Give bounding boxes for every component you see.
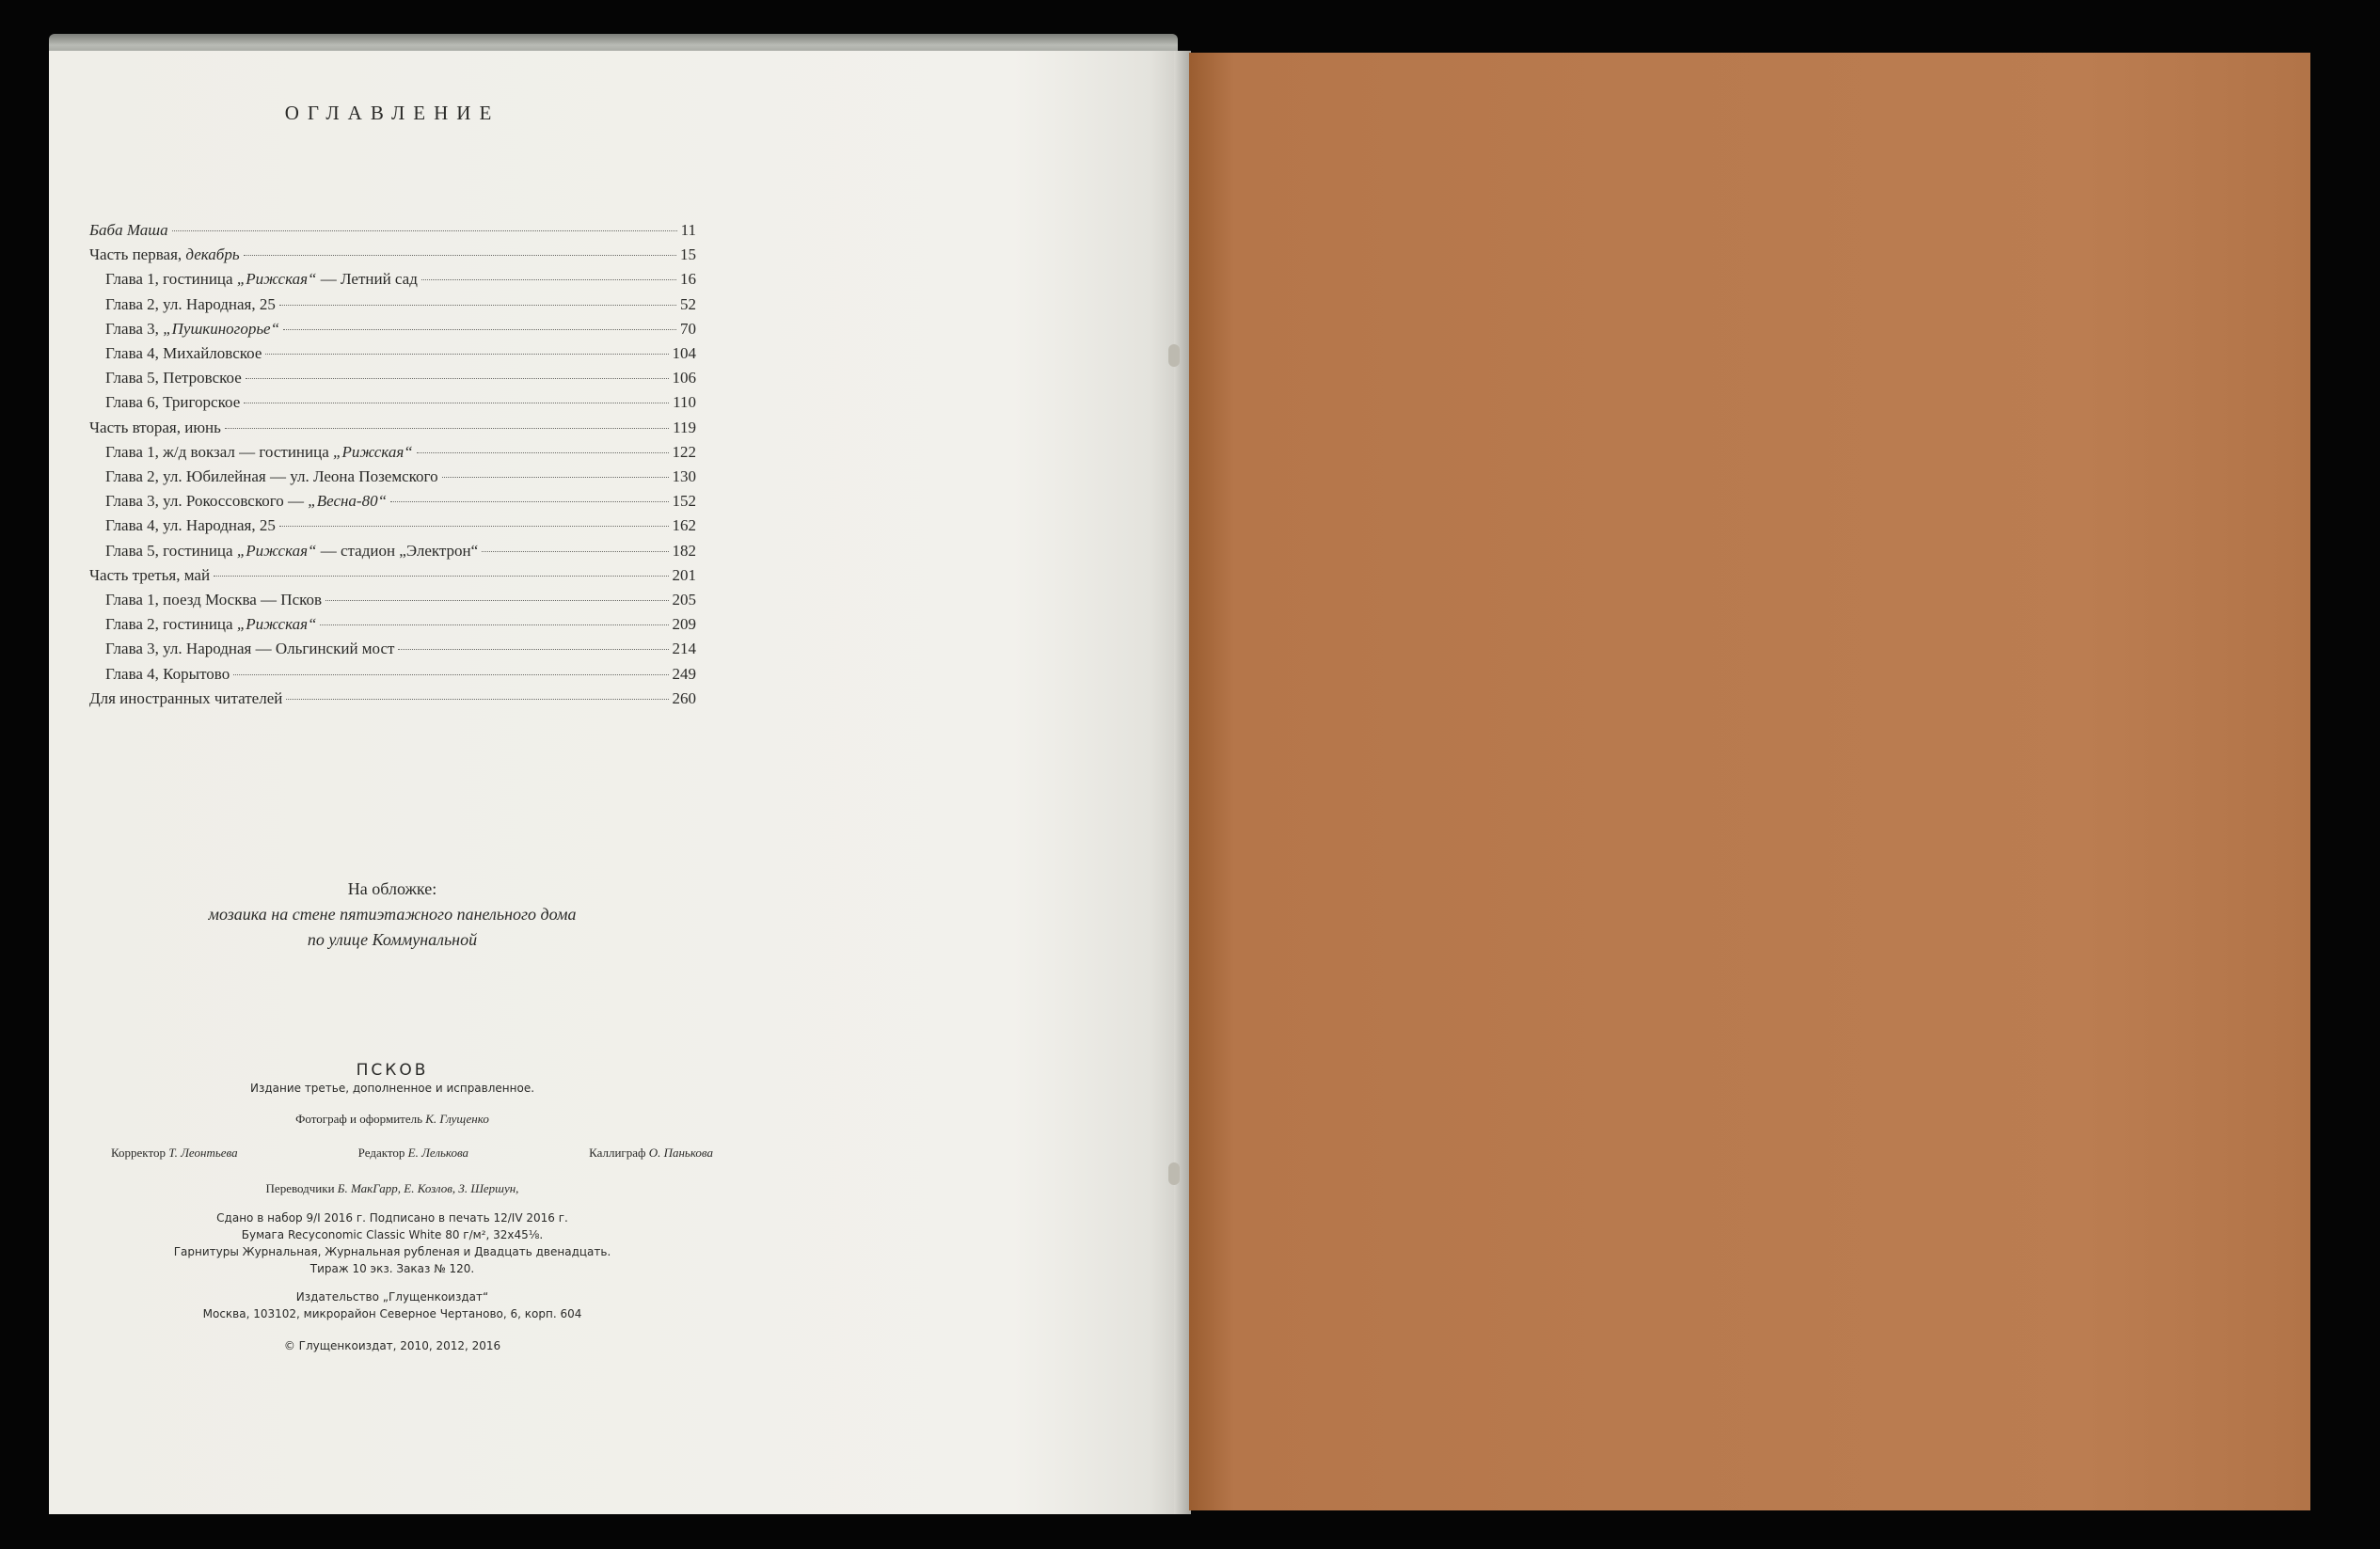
toc-entry-title: Баба Маша [89, 221, 168, 239]
toc-leader-dots [246, 364, 669, 379]
table-of-contents [89, 218, 696, 711]
toc-page-number: 106 [672, 369, 696, 387]
toc-entry-title: Глава 1, поезд Москва — Псков [105, 591, 323, 609]
toc-page-number: 15 [680, 245, 696, 264]
toc-leader-dots [442, 463, 669, 478]
toc-entry [89, 218, 696, 243]
toc-leader-dots [320, 610, 668, 625]
translators-line: Переводчики Б. МакГарр, Е. Козлов, З. Шершун, [265, 1181, 519, 1195]
toc-leader-dots [286, 685, 668, 700]
credits-row [111, 1146, 713, 1161]
cover-note [49, 877, 736, 953]
staple-top [1168, 344, 1180, 367]
toc-page-number: 119 [673, 418, 696, 436]
toc-page-number: 104 [672, 344, 696, 363]
toc-leader-dots [390, 487, 668, 502]
toc-entry [89, 662, 696, 687]
toc-entry-title: Часть первая, декабрь [89, 245, 240, 264]
toc-leader-dots [279, 290, 676, 305]
toc-page-number: 260 [672, 688, 696, 707]
toc-leader-dots [233, 659, 668, 674]
toc-page-number: 152 [672, 492, 696, 511]
editor-credit: Редактор Е. Лелькова [357, 1146, 469, 1160]
toc-page-number: 209 [672, 615, 696, 634]
toc-entry [89, 637, 696, 661]
cover-note-label: На обложке: [347, 879, 437, 898]
toc-leader-dots [279, 512, 669, 527]
toc-entry-title: Глава 4, Михайловское [105, 344, 262, 363]
toc-leader-dots [265, 340, 668, 355]
toc-entry-title: Глава 1, ж/д вокзал — гостиница „Рижская“ [105, 442, 413, 461]
toc-entry [89, 390, 696, 415]
toc-entry [89, 292, 696, 317]
toc-page-number: 205 [672, 591, 696, 609]
toc-entry [89, 465, 696, 489]
book-title: ПСКОВ [356, 1061, 429, 1080]
calligrapher-credit: Каллиграф О. Панькова [589, 1146, 713, 1160]
toc-page-number: 52 [680, 294, 696, 313]
toc-entry [89, 440, 696, 465]
edition-note: Издание третье, дополненное и исправленное. [249, 1082, 535, 1095]
toc-heading: ОГЛАВЛЕНИЕ [284, 102, 500, 124]
toc-page-number: 16 [680, 270, 696, 289]
toc-entry [89, 341, 696, 366]
print-line: Тираж 10 экз. Заказ № 120. [309, 1262, 475, 1275]
photographer-line: Фотограф и оформитель К. Глущенко [295, 1112, 489, 1126]
cover-note-line: мозаика на стене пятиэтажного панельного дома [208, 905, 577, 924]
toc-entry [89, 612, 696, 637]
toc-entry-title: Глава 6, Тригорское [105, 393, 241, 412]
cover-note-line: по улице Коммунальной [307, 930, 478, 949]
toc-entry [89, 267, 696, 292]
toc-entry-title: Глава 3, „Пушкиногорье“ [105, 319, 280, 338]
print-line: Гарнитуры Журнальная, Журнальная рубленая и Двадцать двенадцать. [173, 1245, 611, 1258]
toc-entry [89, 489, 696, 514]
toc-entry-title: Для иностранных читателей [89, 688, 283, 707]
toc-entry [89, 539, 696, 563]
toc-entry-title: Глава 3, ул. Народная — Ольгинский мост [105, 640, 395, 658]
toc-entry-title: Глава 5, гостиница „Рижская“ — стадион „Электрон“ [105, 541, 479, 560]
print-line: Сдано в набор 9/I 2016 г. Подписано в печать 12/IV 2016 г. [216, 1211, 568, 1225]
imprint [49, 1061, 736, 1129]
toc-leader-dots [214, 561, 668, 577]
toc-leader-dots [283, 315, 676, 330]
toc-leader-dots [244, 388, 669, 403]
toc-page-number: 130 [672, 467, 696, 486]
address-line: Москва, 103102, микрорайон Северное Чертаново, 6, корп. 604 [202, 1307, 582, 1320]
toc-entry-title: Глава 5, Петровское [105, 369, 242, 387]
toc-entry [89, 416, 696, 440]
toc-entry-title: Глава 2, ул. Народная, 25 [105, 294, 276, 313]
toc-entry [89, 243, 696, 267]
toc-entry [89, 514, 696, 538]
toc-entry-title: Глава 2, гостиница „Рижская“ [105, 615, 317, 634]
staple-bottom [1168, 1162, 1180, 1185]
toc-entry [89, 317, 696, 341]
toc-page-number: 110 [673, 393, 696, 412]
toc-entry [89, 366, 696, 390]
toc-entry-title: Глава 4, Корытово [105, 664, 230, 683]
toc-leader-dots [482, 536, 668, 551]
toc-entry [89, 563, 696, 588]
toc-leader-dots [225, 413, 669, 428]
toc-page-number: 182 [672, 541, 696, 560]
imprint-details [49, 1179, 736, 1354]
copyright-line: © Глущенкоиздат, 2010, 2012, 2016 [283, 1339, 501, 1352]
toc-leader-dots [172, 216, 677, 231]
toc-entry-title: Глава 1, гостиница „Рижская“ — Летний сад [105, 270, 418, 289]
publisher-line: Издательство „Глущенкоиздат“ [295, 1290, 489, 1304]
right-page-endpaper [1189, 53, 2310, 1510]
toc-entry-title: Глава 4, ул. Народная, 25 [105, 516, 276, 535]
toc-page-number: 70 [680, 319, 696, 338]
toc-entry-title: Глава 2, ул. Юбилейная — ул. Леона Поземского [105, 467, 438, 486]
corrector-credit: Корректор Т. Леонтьева [111, 1146, 238, 1160]
toc-page-number: 201 [672, 565, 696, 584]
toc-leader-dots [244, 241, 676, 256]
toc-entry-title: Глава 3, ул. Рокоссовского — „Весна-80“ [105, 492, 388, 511]
toc-entry-title: Часть третья, май [89, 565, 211, 584]
toc-entry-title: Часть вторая, июнь [89, 418, 221, 436]
print-line: Бумага Recyconomic Classic White 80 г/м², 32x45⅛. [241, 1228, 544, 1241]
toc-entry [89, 687, 696, 711]
toc-page-number: 214 [672, 640, 696, 658]
toc-page-number: 11 [680, 221, 696, 239]
toc-leader-dots [417, 438, 669, 453]
toc-leader-dots [421, 265, 676, 280]
toc-page-number: 122 [672, 442, 696, 461]
toc-page-number: 162 [672, 516, 696, 535]
toc-page-number: 249 [672, 664, 696, 683]
toc-leader-dots [398, 635, 668, 650]
toc-leader-dots [325, 586, 668, 601]
toc-entry [89, 588, 696, 612]
